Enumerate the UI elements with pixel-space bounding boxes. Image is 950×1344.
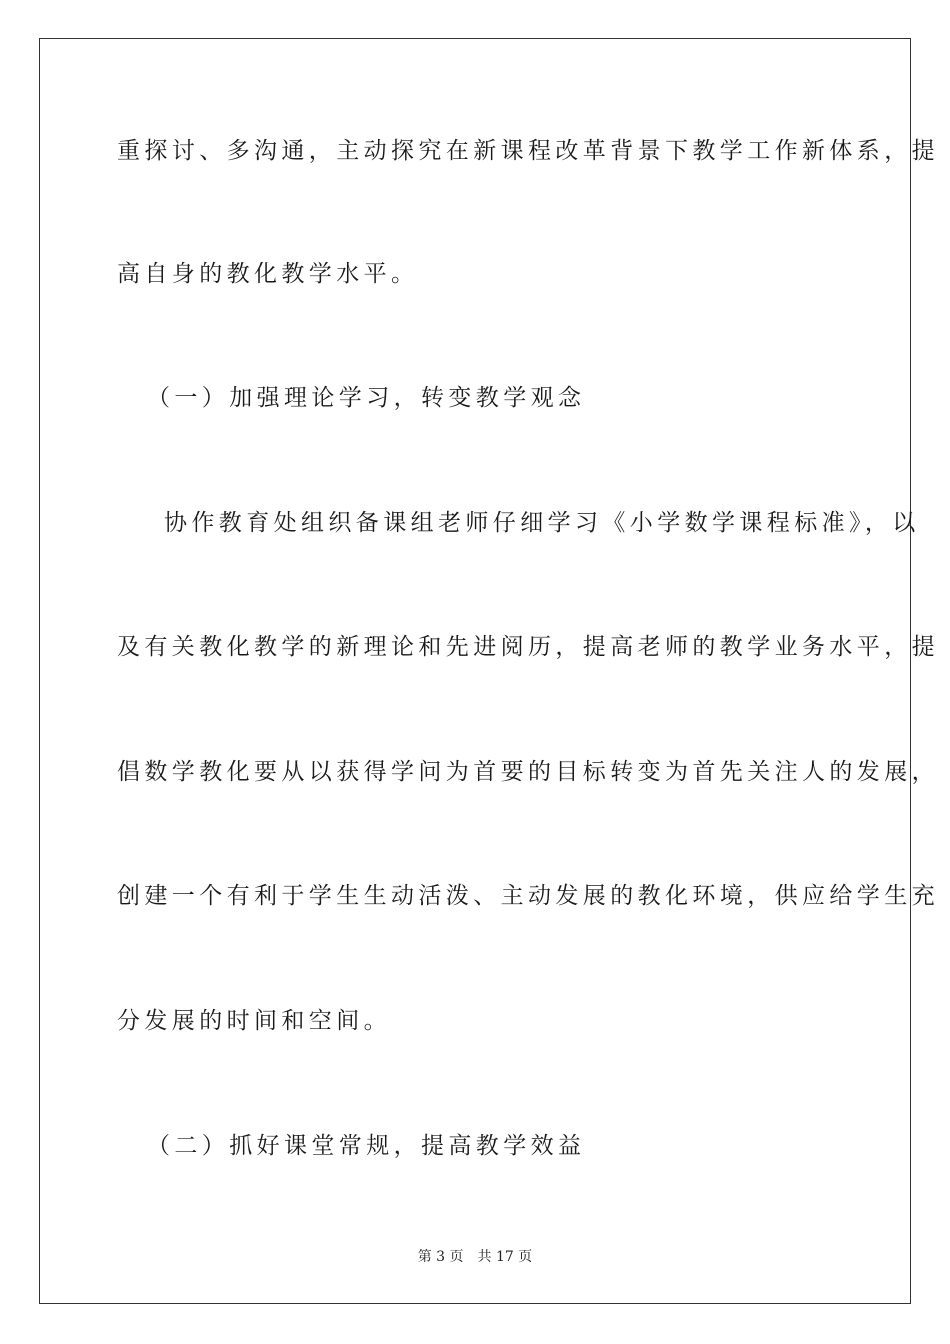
body-line-5: 倡数学教化要从以获得学问为首要的目标转变为首先关注人的发展， bbox=[117, 759, 939, 785]
body-line-4: 及有关教化教学的新理论和先进阅历，提高老师的教学业务水平，提 bbox=[117, 634, 939, 660]
page-footer bbox=[0, 1247, 950, 1267]
body-line-2: 高自身的教化教学水平。 bbox=[117, 261, 419, 287]
body-line-3: 协作教育处组织备课组老师仔细学习《小学数学课程标准》，以 bbox=[164, 510, 920, 536]
page-border bbox=[39, 38, 939, 1304]
page-total: 共 17 页 bbox=[477, 1249, 533, 1265]
body-line-6: 创建一个有利于学生生动活泼、主动发展的教化环境，供应给学生充 bbox=[117, 883, 939, 909]
body-line-1: 重探讨、多沟通，主动探究在新课程改革背景下教学工作新体系，提 bbox=[117, 138, 939, 164]
body-line-7: 分发展的时间和空间。 bbox=[117, 1008, 391, 1034]
page-number: 第 3 页 bbox=[417, 1249, 464, 1265]
section-heading-1: （一）加强理论学习，转变教学观念 bbox=[147, 385, 586, 411]
section-heading-2: （二）抓好课堂常规，提高教学效益 bbox=[147, 1133, 586, 1159]
